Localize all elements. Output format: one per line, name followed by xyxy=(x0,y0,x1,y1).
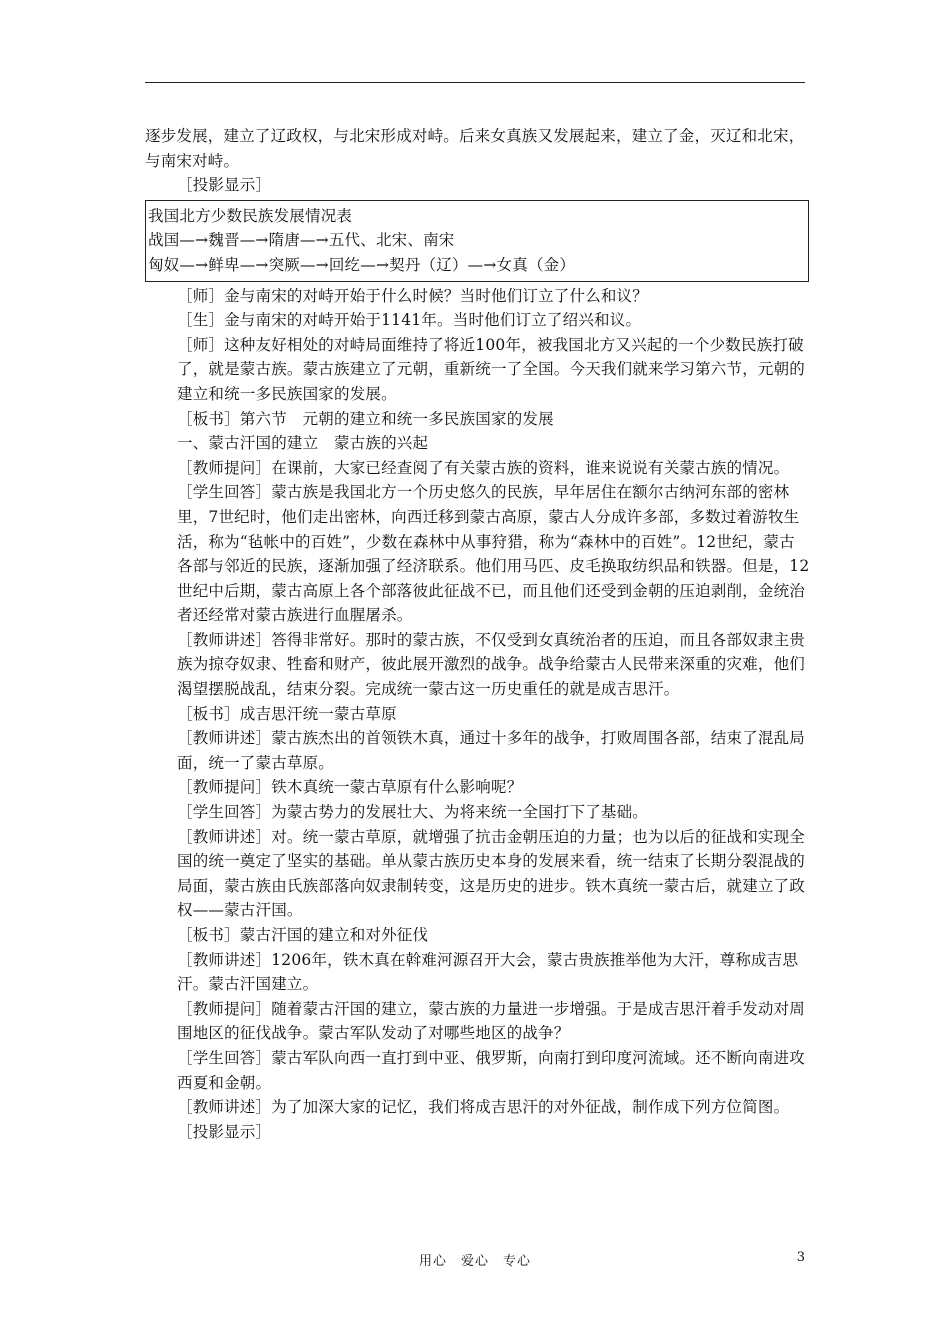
paragraph: ［学生回答］蒙古军队向西一直打到中亚、俄罗斯，向南打到印度河流域。还不断向南进攻西夏和金朝。 xyxy=(177,1048,806,1092)
box-line-dynasties: 战国—→魏晋—→隋唐—→五代、北宋、南宋 xyxy=(148,231,455,250)
board-heading: ［板书］成吉思汗统一蒙古草原 xyxy=(177,704,397,723)
paragraph: ［师］这种友好相处的对峙局面维持了将近100年，被我国北方又兴起的一个少数民族打破了，就是蒙古族。蒙古族建立了元朝，重新统一了全国。今天我们就来学习第六节，元朝的建立和统一多民族国家的发展。 xyxy=(177,335,806,403)
projection-box xyxy=(145,200,809,282)
paragraph: ［教师讲述］答得非常好。那时的蒙古族，不仅受到女真统治者的压迫，而且各部奴隶主贵族为掠夺奴隶、牲畜和财产，彼此展开激烈的战争。战争给蒙古人民带来深重的灾难，他们渴望摆脱战乱，结束分裂。完成统一蒙古这一历史重任的就是成吉思汗。 xyxy=(177,630,806,699)
box-line-peoples: 匈奴—→鲜卑—→突厥—→回纥—→契丹（辽）—→女真（金） xyxy=(148,255,576,274)
board-heading: ［板书］蒙古汗国的建立和对外征伐 xyxy=(177,926,429,944)
paragraph: ［生］金与南宋的对峙开始于1141年。当时他们订立了绍兴和议。 xyxy=(177,311,642,330)
section-heading: 一、蒙古汗国的建立 蒙古族的兴起 xyxy=(177,434,429,453)
box-title: 我国北方少数民族发展情况表 xyxy=(148,206,353,225)
paragraph: ［学生回答］蒙古族是我国北方一个历史悠久的民族，早年居住在额尔古纳河东部的密林里，7世纪时，他们走出密林，向西迁移到蒙古高原，蒙古人分成许多部，多数过着游牧生活，称为“毡帐中的百姓”，少数在森林中从事狩猎，称为“森林中的百姓”。12世纪，蒙古各部与邻近的民族，逐渐加强了经济联系。他们用马匹、皮毛换取纺织品和铁器。但是，12世纪中后期，蒙古高原上各个部落彼此征战不已，而且他们还受到金朝的压迫剥削，金统治者还经常对蒙古族进行血腥屠杀。 xyxy=(177,483,810,625)
paragraph: ［教师提问］在课前，大家已经查阅了有关蒙古族的资料，谁来说说有关蒙古族的情况。 xyxy=(177,458,790,477)
paragraph: ［学生回答］为蒙古势力的发展壮大、为将来统一全国打下了基础。 xyxy=(177,803,649,822)
paragraph: ［教师提问］铁木真统一蒙古草原有什么影响呢？ xyxy=(177,778,523,797)
paragraph: ［师］金与南宋的对峙开始于什么时候？当时他们订立了什么和议？ xyxy=(177,286,649,305)
board-heading: ［板书］第六节 元朝的建立和统一多民族国家的发展 xyxy=(177,409,554,428)
paragraph: ［教师提问］随着蒙古汗国的建立，蒙古族的力量进一步增强。于是成吉思汗着手发动对周围地区的征伐战争。蒙古军队发动了对哪些地区的战争？ xyxy=(177,999,806,1043)
paragraph: ［教师讲述］1206年，铁木真在斡难河源召开大会，蒙古贵族推举他为大汗，尊称成吉思汗。蒙古汗国建立。 xyxy=(177,950,799,994)
paragraph: ［教师讲述］为了加深大家的记忆，我们将成吉思汗的对外征战，制作成下列方位简图。 xyxy=(177,1098,790,1117)
paragraph-continued: 逐步发展，建立了辽政权，与北宋形成对峙。后来女真族又发展起来，建立了金，灭辽和北宋，与南宋对峙。 xyxy=(145,127,805,170)
page-footer: 用心 爱心 专心 xyxy=(418,1254,531,1269)
projection-label: ［投影显示］ xyxy=(177,176,272,195)
paragraph: ［教师讲述］蒙古族杰出的首领铁木真，通过十多年的战争，打败周围各部，结束了混乱局面，统一了蒙古草原。 xyxy=(177,729,806,772)
document-body xyxy=(145,124,810,1144)
paragraph: ［教师讲述］对。统一蒙古草原，就增强了抗击金朝压迫的力量；也为以后的征战和实现全国的统一奠定了坚实的基础。单从蒙古族历史本身的发展来看，统一结束了长期分裂混战的局面，蒙古族由氏族部落向奴隶制转变，这是历史的进步。铁木真统一蒙古后，就建立了政权——蒙古汗国。 xyxy=(177,827,806,920)
projection-label: ［投影显示］ xyxy=(177,1122,272,1141)
header-rule xyxy=(145,82,805,83)
page-number: 3 xyxy=(796,1250,805,1265)
